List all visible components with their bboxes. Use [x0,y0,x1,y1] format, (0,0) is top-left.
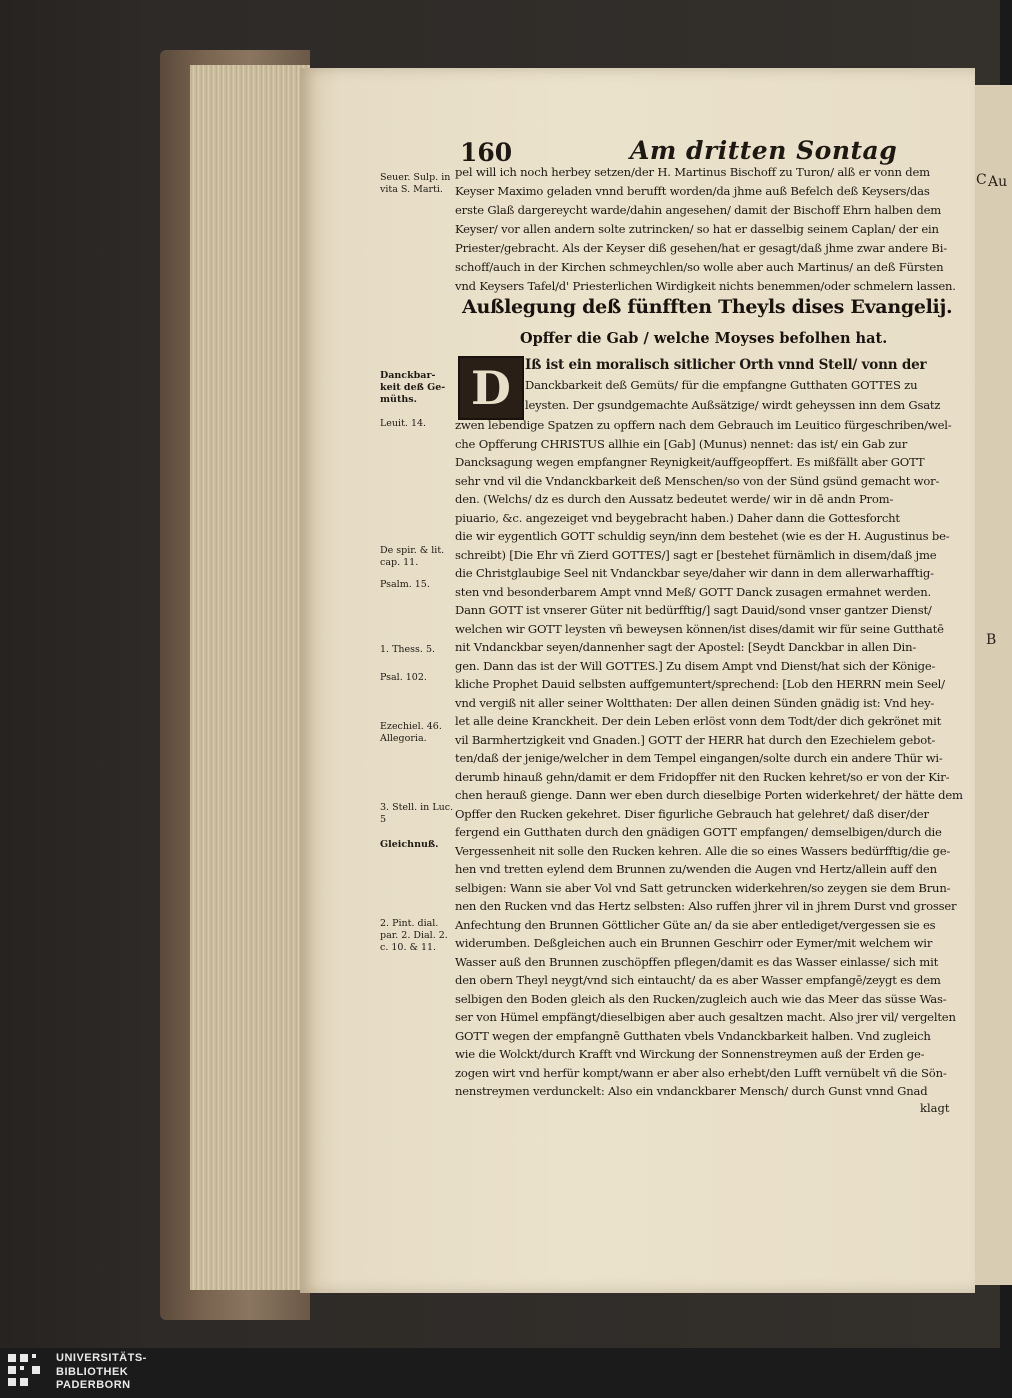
text-line: zwen lebendige Spatzen zu opffern nach dem Gebrauch im Leuitico fürgeschriben/wel- [455,418,952,432]
text-line: Wasser auß den Brunnen zuschöpffen pflegen/damit es das Wasser einlasse/ sich mit [455,954,939,969]
facing-page-letter: C [976,172,987,188]
text-line: sten vnd besonderbarem Ampt vnnd Meß/ GOTT Danck zusagen ermahnet werden. [455,584,931,599]
text-line: widerumben. Deßgleichen auch ein Brunnen Geschirr oder Eymer/mit welchem wir [455,936,933,950]
marginal-note: Leuit. 14. [380,418,427,429]
marginal-note: Danckbar- keit deß Ge- müths. [380,370,446,405]
university-logo-icon [6,1352,48,1394]
text-line: schoff/auch in der Kirchen schmeychlen/so wolle aber auch Martinus/ an deß Fürsten [455,260,944,274]
marginal-note: Gleichnuß. [380,839,439,850]
text-line: Anfechtung den Brunnen Göttlicher Güte an/ da sie aber entlediget/vergessen sie es [455,917,936,932]
text-line: nit Vndanckbar seyen/dannenher sagt der Apostel: [Seydt Danckbar in allen Din- [455,640,917,654]
section-heading: Außlegung deß fünfften Theyls dises Evangelij. [462,296,953,318]
text-line: hen vnd tretten eylend dem Brunnen zu/wenden die Augen vnd Hertz/allein auff den [455,862,937,876]
initial-letter: D [458,356,524,420]
library-name [56,1352,147,1393]
text-line: nen den Rucken vnd das Hertz selbsten: Also ruffen jhrer vil in jhrem Durst vnd grosser [455,899,957,913]
text-line: che Opfferung CHRISTUS allhie ein [Gab] (Munus) nennet: das ist/ ein Gab zur [455,436,908,451]
text-line: Keyser Maximo geladen vnnd berufft worden/da jhme auß Befelch deß Keysers/das [455,184,930,198]
library-name-line3: PADERBORN [56,1379,131,1391]
running-title: Am dritten Sontag [630,136,898,165]
text-line: vnd vergiß nit aller seiner Woltthaten: Der allen deinen Sünden gnädig ist: Vnd hey- [455,695,935,710]
page-header [0,118,1000,168]
page-edges [190,65,310,1290]
text-line: Iß ist ein moralisch sitlicher Orth vnnd Stell/ vonn der [525,357,927,373]
text-line: den. (Welchs/ dz es durch den Aussatz bedeutet werde/ wir in dē andn Prom- [455,492,894,506]
text-line: vnd Keysers Tafel/d' Priesterlichen Wirdigkeit nichts benemmen/oder schmelern lassen. [455,279,956,293]
marginal-note: Psalm. 15. [380,579,430,590]
text-line: selbigen: Wann sie aber Vol vnd Satt getruncken widerkehren/so zeygen sie dem Brun- [455,880,951,895]
text-line: Vergessenheit nit solle den Rucken kehren. Alle die so eines Wassers bedürfftig/die ge- [455,843,951,858]
library-name-line1: UNIVERSITÄTS- [56,1352,147,1364]
page-number: 160 [460,138,513,167]
text-line: erste Glaß dargereycht warde/dahin angesehen/ damit der Bischoff Ehrn halben dem [455,203,942,217]
catchword: klagt [920,1101,950,1115]
text-line: chen herauß gienge. Dann wer eben durch dieselbige Porten widerkehret/ der hätte dem [455,788,963,802]
text-line: let alle deine Kranckheit. Der dein Leben erlöst vonn dem Todt/der dich gekrönet mit [455,714,942,728]
text-line: derumb hinauß gehn/damit er dem Fridopffer nit den Rucken kehret/so er von der Kir- [455,769,950,784]
facing-page-letter: B [986,632,997,648]
marginal-note: 2. Pint. dial. par. 2. Dial. 2. c. 10. & 11. [380,918,448,953]
text-line: die Christglaubige Seel nit Vndanckbar seye/daher wir dann in dem allerwarhafftig- [455,566,934,580]
facing-page [972,85,1012,1285]
marginal-note: Ezechiel. 46. Allegoria. [380,721,442,744]
text-line: Dann GOTT ist vnserer Güter nit bedürfftig/] sagt Dauid/sond vnser gantzer Dienst/ [455,603,932,617]
marginal-note: Psal. 102. [380,672,427,683]
text-line: Keyser/ vor allen andern solte zutrincken/ so hat er dasselbig seinem Caplan/ der ein [455,222,939,236]
section-subheading: Opffer die Gab / welche Moyses befolhen hat. [520,330,888,347]
facing-page-letter: Au [988,174,1008,190]
library-footer [0,1348,1000,1398]
text-line: pel will ich noch herbey setzen/der H. Martinus Bischoff zu Turon/ alß er vonn dem [455,165,930,179]
text-line: GOTT wegen der empfangnē Gutthaten vbels Vndanckbarkeit halben. Vnd zugleich [455,1028,931,1043]
text-line: sehr vnd vil die Vndanckbarkeit deß Menschen/so von der Sünd gsünd gemacht wor- [455,473,940,488]
marginal-note: Seuer. Sulp. in vita S. Marti. [380,172,451,195]
text-line: welchen wir GOTT leysten vñ beweysen können/ist dises/damit wir für seine Gutthatē [455,621,944,636]
text-line: ten/daß der jenige/welcher in dem Tempel eingangen/solte durch ein andere Thür wi- [455,751,943,765]
text-line: wie die Wolckt/durch Krafft vnd Wirckung der Sonnenstreymen auß der Erden ge- [455,1047,925,1061]
text-line: Danckbarkeit deß Gemüts/ für die empfangne Gutthaten GOTTES zu [525,378,918,392]
text-line: vil Barmhertzigkeit vnd Gnaden.] GOTT der HERR hat durch den Ezechielem gebot- [455,732,936,747]
library-name-line2: BIBLIOTHEK [56,1365,129,1378]
text-line: selbigen den Boden gleich als den Rucken/zugleich auch wie das Meer das süsse Was- [455,991,947,1006]
marginal-note: De spir. & lit. cap. 11. [380,545,445,568]
text-line: die wir eygentlich GOTT schuldig seyn/inn dem bestehet (wie es der H. Augustinus be- [455,529,950,543]
text-line: piuario, &c. angezeiget vnd beygebracht haben.) Daher dann die Gottesforcht [455,510,900,525]
text-line: Dancksagung wegen empfangner Reynigkeit/auffgeopffert. Es mißfällt aber GOTT [455,455,925,469]
text-line: nenstreymen verdunckelt: Also ein vndanckbarer Mensch/ durch Gunst vnnd Gnad [455,1084,928,1098]
text-line: schreibt) [Die Ehr vñ Zierd GOTTES/] sagt er [bestehet fürnämlich in disem/daß jme [455,547,937,562]
text-line: zogen wirt vnd herfür kompt/wann er aber also erhebt/den Lufft vernübelt vñ die Sön- [455,1065,947,1080]
text-line: ser von Hümel empfängt/dieselbigen aber auch gesaltzen macht. Also jrer vil/ vergelten [455,1010,956,1024]
text-line: Priester/gebracht. Als der Keyser diß gesehen/hat er gesagt/daß jhme zwar andere Bi- [455,241,947,255]
text-line: kliche Prophet Dauid selbsten auffgemuntert/sprechend: [Lob den HERRN mein Seel/ [455,677,945,691]
marginal-note: 1. Thess. 5. [380,644,436,655]
text-line: gen. Dann das ist der Will GOTTES.] Zu disem Ampt vnd Dienst/hat sich der Könige- [455,658,936,673]
marginal-note: 3. Stell. in Luc. 5 [380,802,454,825]
text-line: den obern Theyl neygt/vnd sich eintaucht/ da es aber Wasser empfangē/zeygt es dem [455,973,941,987]
text-line: leysten. Der gsundgemachte Außsätzige/ wirdt geheyssen inn dem Gsatz [525,398,941,412]
text-line: Opffer den Rucken gekehret. Diser figurliche Gebrauch hat gelehret/ daß diser/der [455,806,929,821]
text-line: fergend ein Gutthaten durch den gnädigen GOTT empfangen/ demselbigen/durch die [455,825,942,839]
